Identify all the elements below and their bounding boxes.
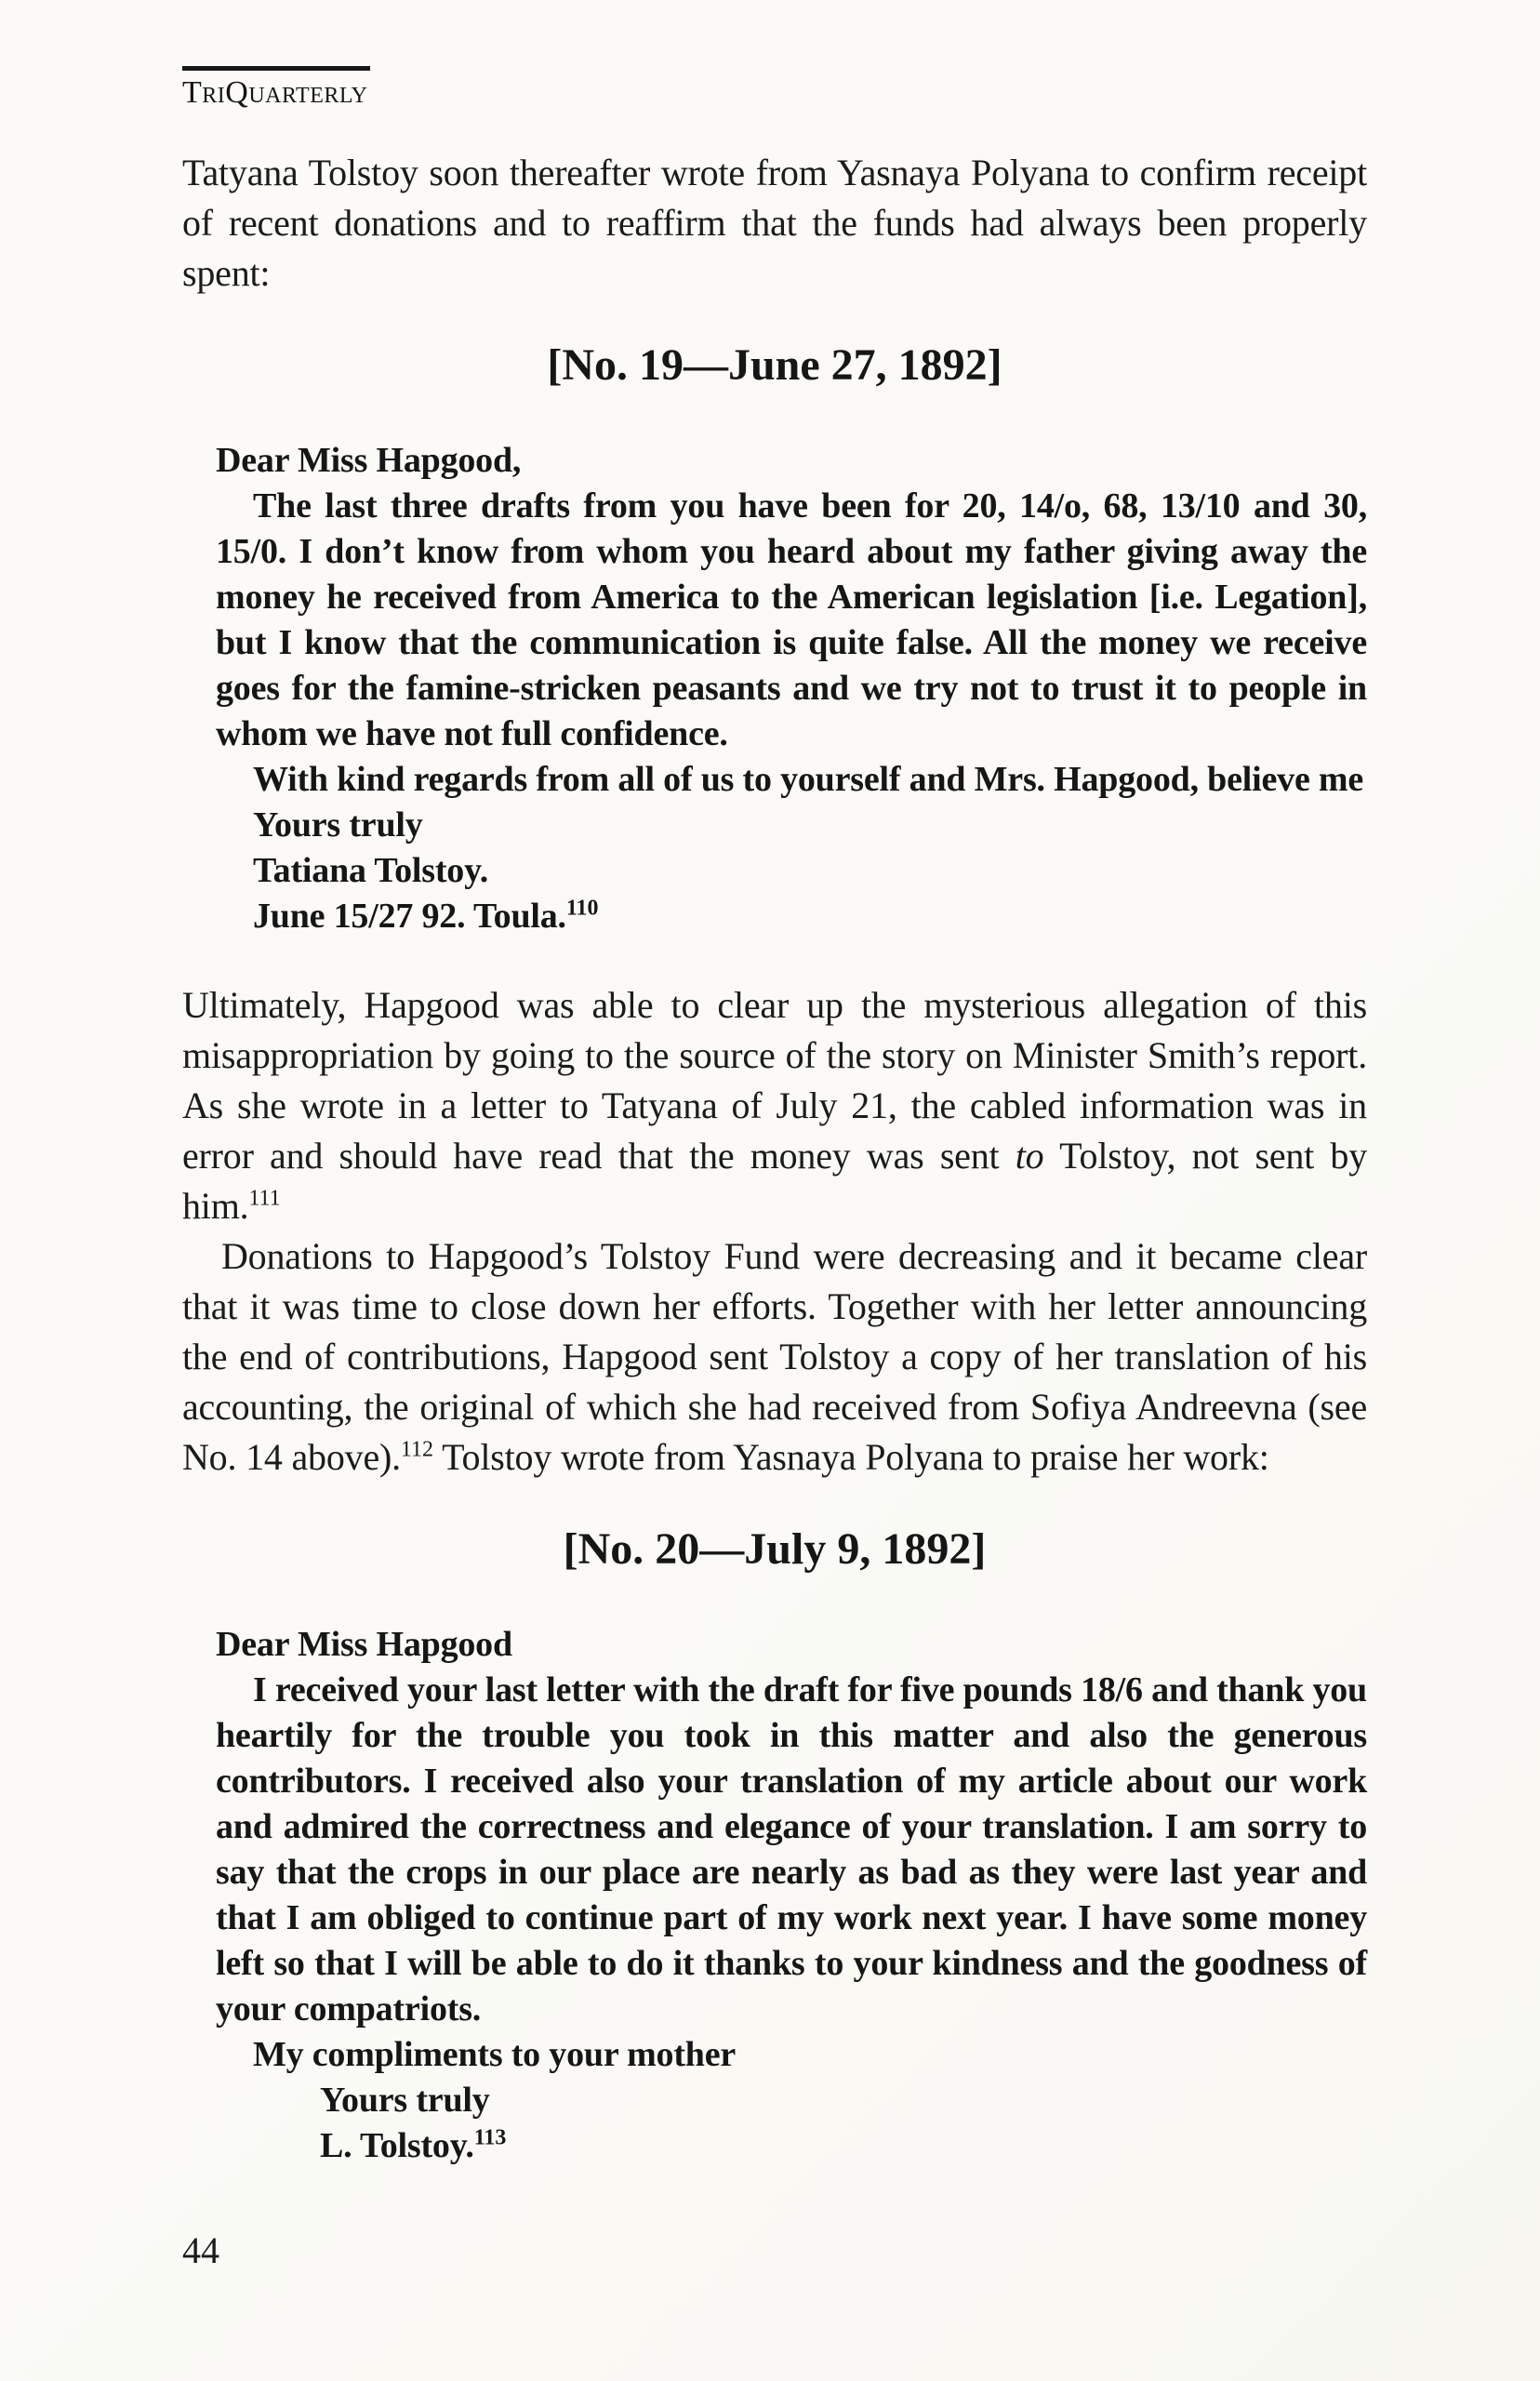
footnote-ref-110: 110 [565, 896, 599, 921]
narrative-paragraph-2 [182, 1231, 1367, 1483]
narrative-block [182, 980, 1367, 1483]
letter-20-signoff [216, 2078, 1367, 2169]
letter-19-signature: Tatiana Tolstoy. [253, 851, 489, 890]
footnote-ref-111: 111 [248, 1186, 281, 1211]
footnote-ref-113: 113 [473, 2125, 507, 2150]
letter-19-dateline-text: June 15/27 92. Toula. [253, 897, 566, 936]
letter-20-signature-text: L. Tolstoy. [320, 2126, 474, 2165]
letter-20-signature [320, 2123, 1367, 2169]
letter-19-dateline [253, 894, 1367, 939]
letter-19-paragraph-1: The last three drafts from you have been for 20, 14/o, 68, 13/10 and 30, 15/0. I don’t know from whom you heard about my father giving away the money he received from America to the American legislation [i.e. Legation], but I know that the communication is quite false. All the money we receive goes for the famine-stricken peasants and we try not to trust it to people in whom we have not full confidence. [216, 486, 1367, 753]
letter-19-valediction: Yours truly [253, 805, 423, 845]
narrative-1-text-b: Tolstoy, not sent by him. [182, 1135, 1367, 1227]
narrative-1-text-a: Ultimately, Hapgood was able to clear up the mysterious allegation of this misappropriation by going to the source of the story on Minister Smith’s report. As she wrote in a letter to Tatyana of July 21, the cabled information was in error and should have read that the money was sent [182, 984, 1367, 1177]
letter-20-paragraph-1: I received your last letter with the draft for five pounds 18/6 and thank you heartily for the trouble you took in this matter and also the generous contributors. I received also your translation of my article about our work and admired the correctness and elegance of your translation. I am sorry to say that the crops in our place are nearly as bad as they were last year and that I am obliged to continue part of my work next year. I have some money left so that I will be able to do it thanks to your kindness and the goodness of your compatriots. [216, 1670, 1367, 2029]
letter-19-paragraph-2: With kind regards from all of us to yourself and Mrs. Hapgood, believe me [253, 760, 1364, 799]
page-number: 44 [182, 2229, 219, 2271]
letter-20-paragraph-2: My compliments to your mother [253, 2035, 737, 2074]
letter-20-valediction: Yours truly [320, 2081, 490, 2120]
masthead-rule [182, 66, 370, 71]
journal-title: TriQuarterly [182, 75, 368, 110]
letter-20-heading: [No. 20—July 9, 1892] [563, 1524, 987, 1574]
letter-20-block [216, 1622, 1367, 2169]
intro-paragraph: Tatyana Tolstoy soon thereafter wrote from Yasnaya Polyana to confirm receipt of recent donations and to reaffirm that the funds had always been properly spent: [182, 152, 1367, 294]
letter-19-heading: [No. 19—June 27, 1892] [547, 340, 1002, 390]
letter-20-salutation: Dear Miss Hapgood [216, 1625, 512, 1664]
footnote-ref-112: 112 [400, 1437, 434, 1462]
letter-19-signoff [216, 803, 1367, 939]
narrative-paragraph-1 [182, 980, 1367, 1231]
narrative-1-italic-word: to [1015, 1135, 1044, 1177]
narrative-2-text-b: Tolstoy wrote from Yasnaya Polyana to praise her work: [433, 1436, 1269, 1478]
letter-19-block [216, 438, 1367, 939]
narrative-2-text-a: Donations to Hapgood’s Tolstoy Fund were decreasing and it became clear that it was time to close down her efforts. Together with her letter announcing the end of contributions, Hapgood sent Tolstoy a copy of her translation of his accounting, the original of which she had received from Sofiya Andreevna (see No. 14 above). [182, 1235, 1367, 1478]
letter-19-salutation: Dear Miss Hapgood, [216, 441, 522, 480]
running-header [182, 66, 1367, 111]
